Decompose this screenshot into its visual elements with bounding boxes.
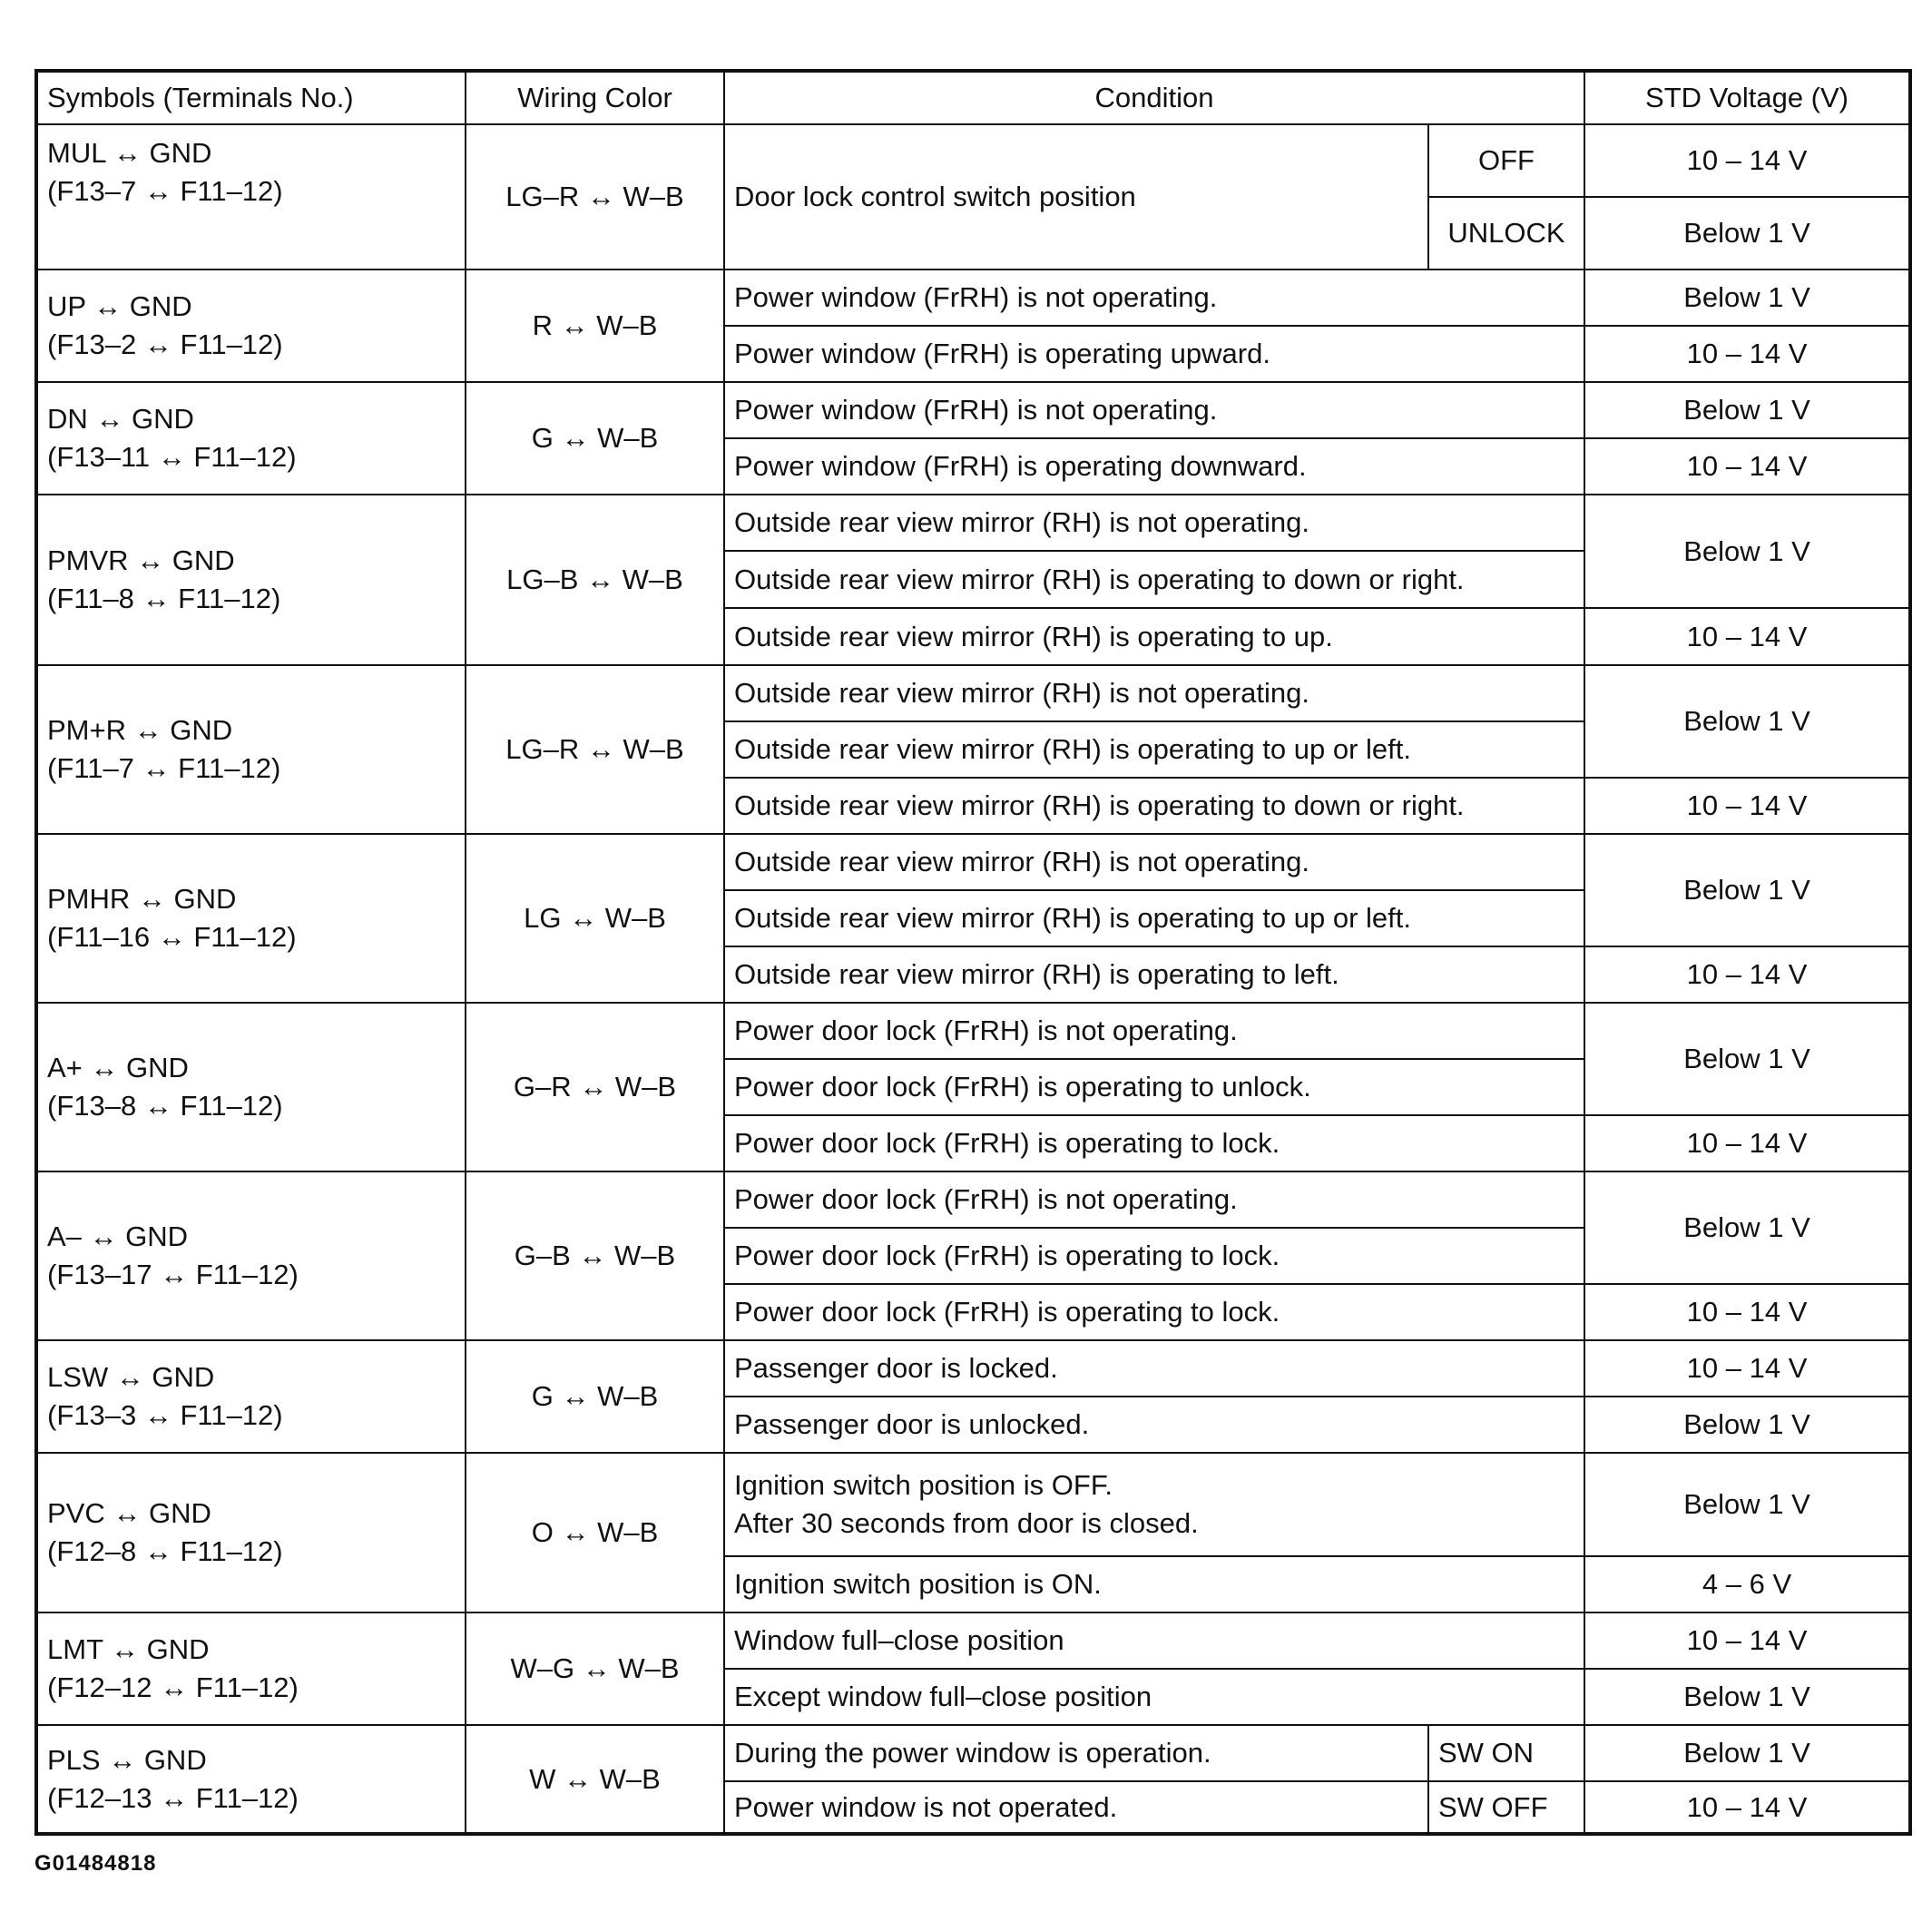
symbol-label: PM+R ↔ GND — [47, 714, 233, 747]
condition-text: Outside rear view mirror (RH) is operating to up or left. — [724, 890, 1584, 946]
std-voltage: Below 1 V — [1584, 665, 1910, 778]
symbol-cell — [36, 834, 466, 1003]
condition-text: Outside rear view mirror (RH) is operating to left. — [724, 946, 1584, 1003]
table-row — [36, 1003, 1910, 1059]
std-voltage: 10 – 14 V — [1584, 1612, 1910, 1669]
table-row — [36, 1612, 1910, 1669]
terminal-numbers: (F12–8 ↔ F11–12) — [47, 1535, 283, 1567]
condition-text: Passenger door is unlocked. — [724, 1397, 1584, 1453]
wiring-color: LG–R ↔ W–B — [466, 124, 724, 270]
condition-text: Outside rear view mirror (RH) is operating to down or right. — [724, 778, 1584, 834]
terminal-numbers: (F11–8 ↔ F11–12) — [47, 583, 281, 614]
condition-text: Power window (FrRH) is operating upward. — [724, 326, 1584, 382]
switch-state: SW OFF — [1428, 1781, 1584, 1834]
terminal-numbers: (F13–8 ↔ F11–12) — [47, 1090, 283, 1122]
symbol-label: PMHR ↔ GND — [47, 883, 237, 916]
condition-text: Power door lock (FrRH) is operating to lock. — [724, 1115, 1584, 1171]
header-symbols: Symbols (Terminals No.) — [36, 71, 466, 124]
table-row — [36, 1171, 1910, 1228]
table-row — [36, 1340, 1910, 1397]
condition-text: Power door lock (FrRH) is operating to lock. — [724, 1228, 1584, 1284]
switch-position: OFF — [1428, 124, 1584, 197]
std-voltage: Below 1 V — [1584, 1003, 1910, 1115]
std-voltage: 10 – 14 V — [1584, 608, 1910, 665]
condition-text: Ignition switch position is ON. — [724, 1556, 1584, 1612]
wiring-color: W ↔ W–B — [466, 1725, 724, 1834]
std-voltage: 10 – 14 V — [1584, 1781, 1910, 1834]
symbol-cell — [36, 382, 466, 495]
symbol-cell — [36, 270, 466, 382]
condition-text: Passenger door is locked. — [724, 1340, 1584, 1397]
std-voltage: Below 1 V — [1584, 834, 1910, 946]
std-voltage: 10 – 14 V — [1584, 124, 1910, 197]
std-voltage: Below 1 V — [1584, 1453, 1910, 1556]
std-voltage: Below 1 V — [1584, 1725, 1910, 1781]
wiring-color: LG ↔ W–B — [466, 834, 724, 1003]
table-row — [36, 1725, 1910, 1781]
condition-text: Outside rear view mirror (RH) is operating to up. — [724, 608, 1584, 665]
symbol-cell — [36, 665, 466, 834]
std-voltage: Below 1 V — [1584, 1397, 1910, 1453]
symbol-label: DN ↔ GND — [47, 403, 194, 436]
terminal-numbers: (F13–17 ↔ F11–12) — [47, 1259, 299, 1290]
wiring-color: R ↔ W–B — [466, 270, 724, 382]
std-voltage: Below 1 V — [1584, 197, 1910, 270]
std-voltage: Below 1 V — [1584, 270, 1910, 326]
wiring-color: LG–B ↔ W–B — [466, 495, 724, 665]
std-voltage: Below 1 V — [1584, 495, 1910, 608]
symbol-cell — [36, 1453, 466, 1612]
condition-text: Power window (FrRH) is operating downward. — [724, 438, 1584, 495]
symbol-label: PMVR ↔ GND — [47, 544, 235, 577]
wiring-color: G ↔ W–B — [466, 1340, 724, 1453]
switch-state: SW ON — [1428, 1725, 1584, 1781]
symbol-cell — [36, 124, 466, 270]
terminal-numbers: (F13–2 ↔ F11–12) — [47, 328, 283, 360]
std-voltage: 10 – 14 V — [1584, 1340, 1910, 1397]
condition-text: Door lock control switch position — [724, 124, 1428, 270]
symbol-label: LMT ↔ GND — [47, 1633, 210, 1666]
wiring-color: W–G ↔ W–B — [466, 1612, 724, 1725]
condition-text: Power window (FrRH) is not operating. — [724, 382, 1584, 438]
symbol-cell — [36, 1340, 466, 1453]
table-row — [36, 382, 1910, 438]
table-row — [36, 495, 1910, 551]
std-voltage: 10 – 14 V — [1584, 1284, 1910, 1340]
condition-text: Power window is not operated. — [724, 1781, 1428, 1834]
wiring-color: G–B ↔ W–B — [466, 1171, 724, 1340]
symbol-label: LSW ↔ GND — [47, 1361, 215, 1394]
symbol-label: UP ↔ GND — [47, 290, 192, 323]
terminal-numbers: (F13–11 ↔ F11–12) — [47, 441, 297, 473]
wiring-color: O ↔ W–B — [466, 1453, 724, 1612]
symbol-cell — [36, 1612, 466, 1725]
terminal-numbers: (F11–16 ↔ F11–12) — [47, 921, 297, 953]
table-row — [36, 834, 1910, 890]
symbol-label: MUL ↔ GND — [47, 137, 212, 169]
std-voltage: Below 1 V — [1584, 382, 1910, 438]
std-voltage: 10 – 14 V — [1584, 946, 1910, 1003]
terminal-numbers: (F13–7 ↔ F11–12) — [47, 174, 283, 207]
terminal-voltage-table — [34, 69, 1912, 1836]
symbol-label: PLS ↔ GND — [47, 1743, 207, 1776]
condition-text — [724, 1453, 1584, 1556]
std-voltage: 10 – 14 V — [1584, 1115, 1910, 1171]
condition-text: Power door lock (FrRH) is operating to unlock. — [724, 1059, 1584, 1115]
condition-text: Outside rear view mirror (RH) is not operating. — [724, 834, 1584, 890]
wiring-color: G ↔ W–B — [466, 382, 724, 495]
condition-text: Window full–close position — [724, 1612, 1584, 1669]
condition-text: Power door lock (FrRH) is not operating. — [724, 1003, 1584, 1059]
std-voltage: 4 – 6 V — [1584, 1556, 1910, 1612]
table-row — [36, 124, 1910, 197]
condition-text: Outside rear view mirror (RH) is not operating. — [724, 665, 1584, 721]
symbol-label: A+ ↔ GND — [47, 1052, 189, 1084]
table-row — [36, 1453, 1910, 1556]
condition-text: Outside rear view mirror (RH) is not operating. — [724, 495, 1584, 551]
condition-text: Power door lock (FrRH) is not operating. — [724, 1171, 1584, 1228]
symbol-cell — [36, 1725, 466, 1834]
condition-text: Except window full–close position — [724, 1669, 1584, 1725]
terminal-numbers: (F13–3 ↔ F11–12) — [47, 1399, 283, 1431]
std-voltage: 10 – 14 V — [1584, 326, 1910, 382]
condition-text: Outside rear view mirror (RH) is operating to up or left. — [724, 721, 1584, 778]
header-wiring-color: Wiring Color — [466, 71, 724, 124]
condition-line: Ignition switch position is OFF. — [734, 1469, 1113, 1502]
condition-line: After 30 seconds from door is closed. — [734, 1507, 1199, 1539]
condition-text: During the power window is operation. — [724, 1725, 1428, 1781]
terminal-numbers: (F11–7 ↔ F11–12) — [47, 752, 281, 784]
std-voltage: 10 – 14 V — [1584, 438, 1910, 495]
terminal-numbers: (F12–13 ↔ F11–12) — [47, 1781, 299, 1814]
symbol-cell — [36, 1171, 466, 1340]
wiring-color: LG–R ↔ W–B — [466, 665, 724, 834]
symbol-cell — [36, 495, 466, 665]
std-voltage: 10 – 14 V — [1584, 778, 1910, 834]
wiring-color: G–R ↔ W–B — [466, 1003, 724, 1171]
header-std-voltage: STD Voltage (V) — [1584, 71, 1910, 124]
figure-code: G01484818 — [34, 1851, 157, 1876]
symbol-label: A– ↔ GND — [47, 1220, 189, 1253]
terminal-numbers: (F12–12 ↔ F11–12) — [47, 1671, 299, 1703]
header-condition: Condition — [724, 71, 1584, 124]
condition-text: Power door lock (FrRH) is operating to lock. — [724, 1284, 1584, 1340]
condition-text: Power window (FrRH) is not operating. — [724, 270, 1584, 326]
symbol-cell — [36, 1003, 466, 1171]
switch-position: UNLOCK — [1428, 197, 1584, 270]
table-row — [36, 270, 1910, 326]
header-row — [36, 71, 1910, 124]
table-row — [36, 665, 1910, 721]
condition-text: Outside rear view mirror (RH) is operating to down or right. — [724, 551, 1584, 608]
std-voltage: Below 1 V — [1584, 1669, 1910, 1725]
symbol-label: PVC ↔ GND — [47, 1497, 211, 1530]
std-voltage: Below 1 V — [1584, 1171, 1910, 1284]
